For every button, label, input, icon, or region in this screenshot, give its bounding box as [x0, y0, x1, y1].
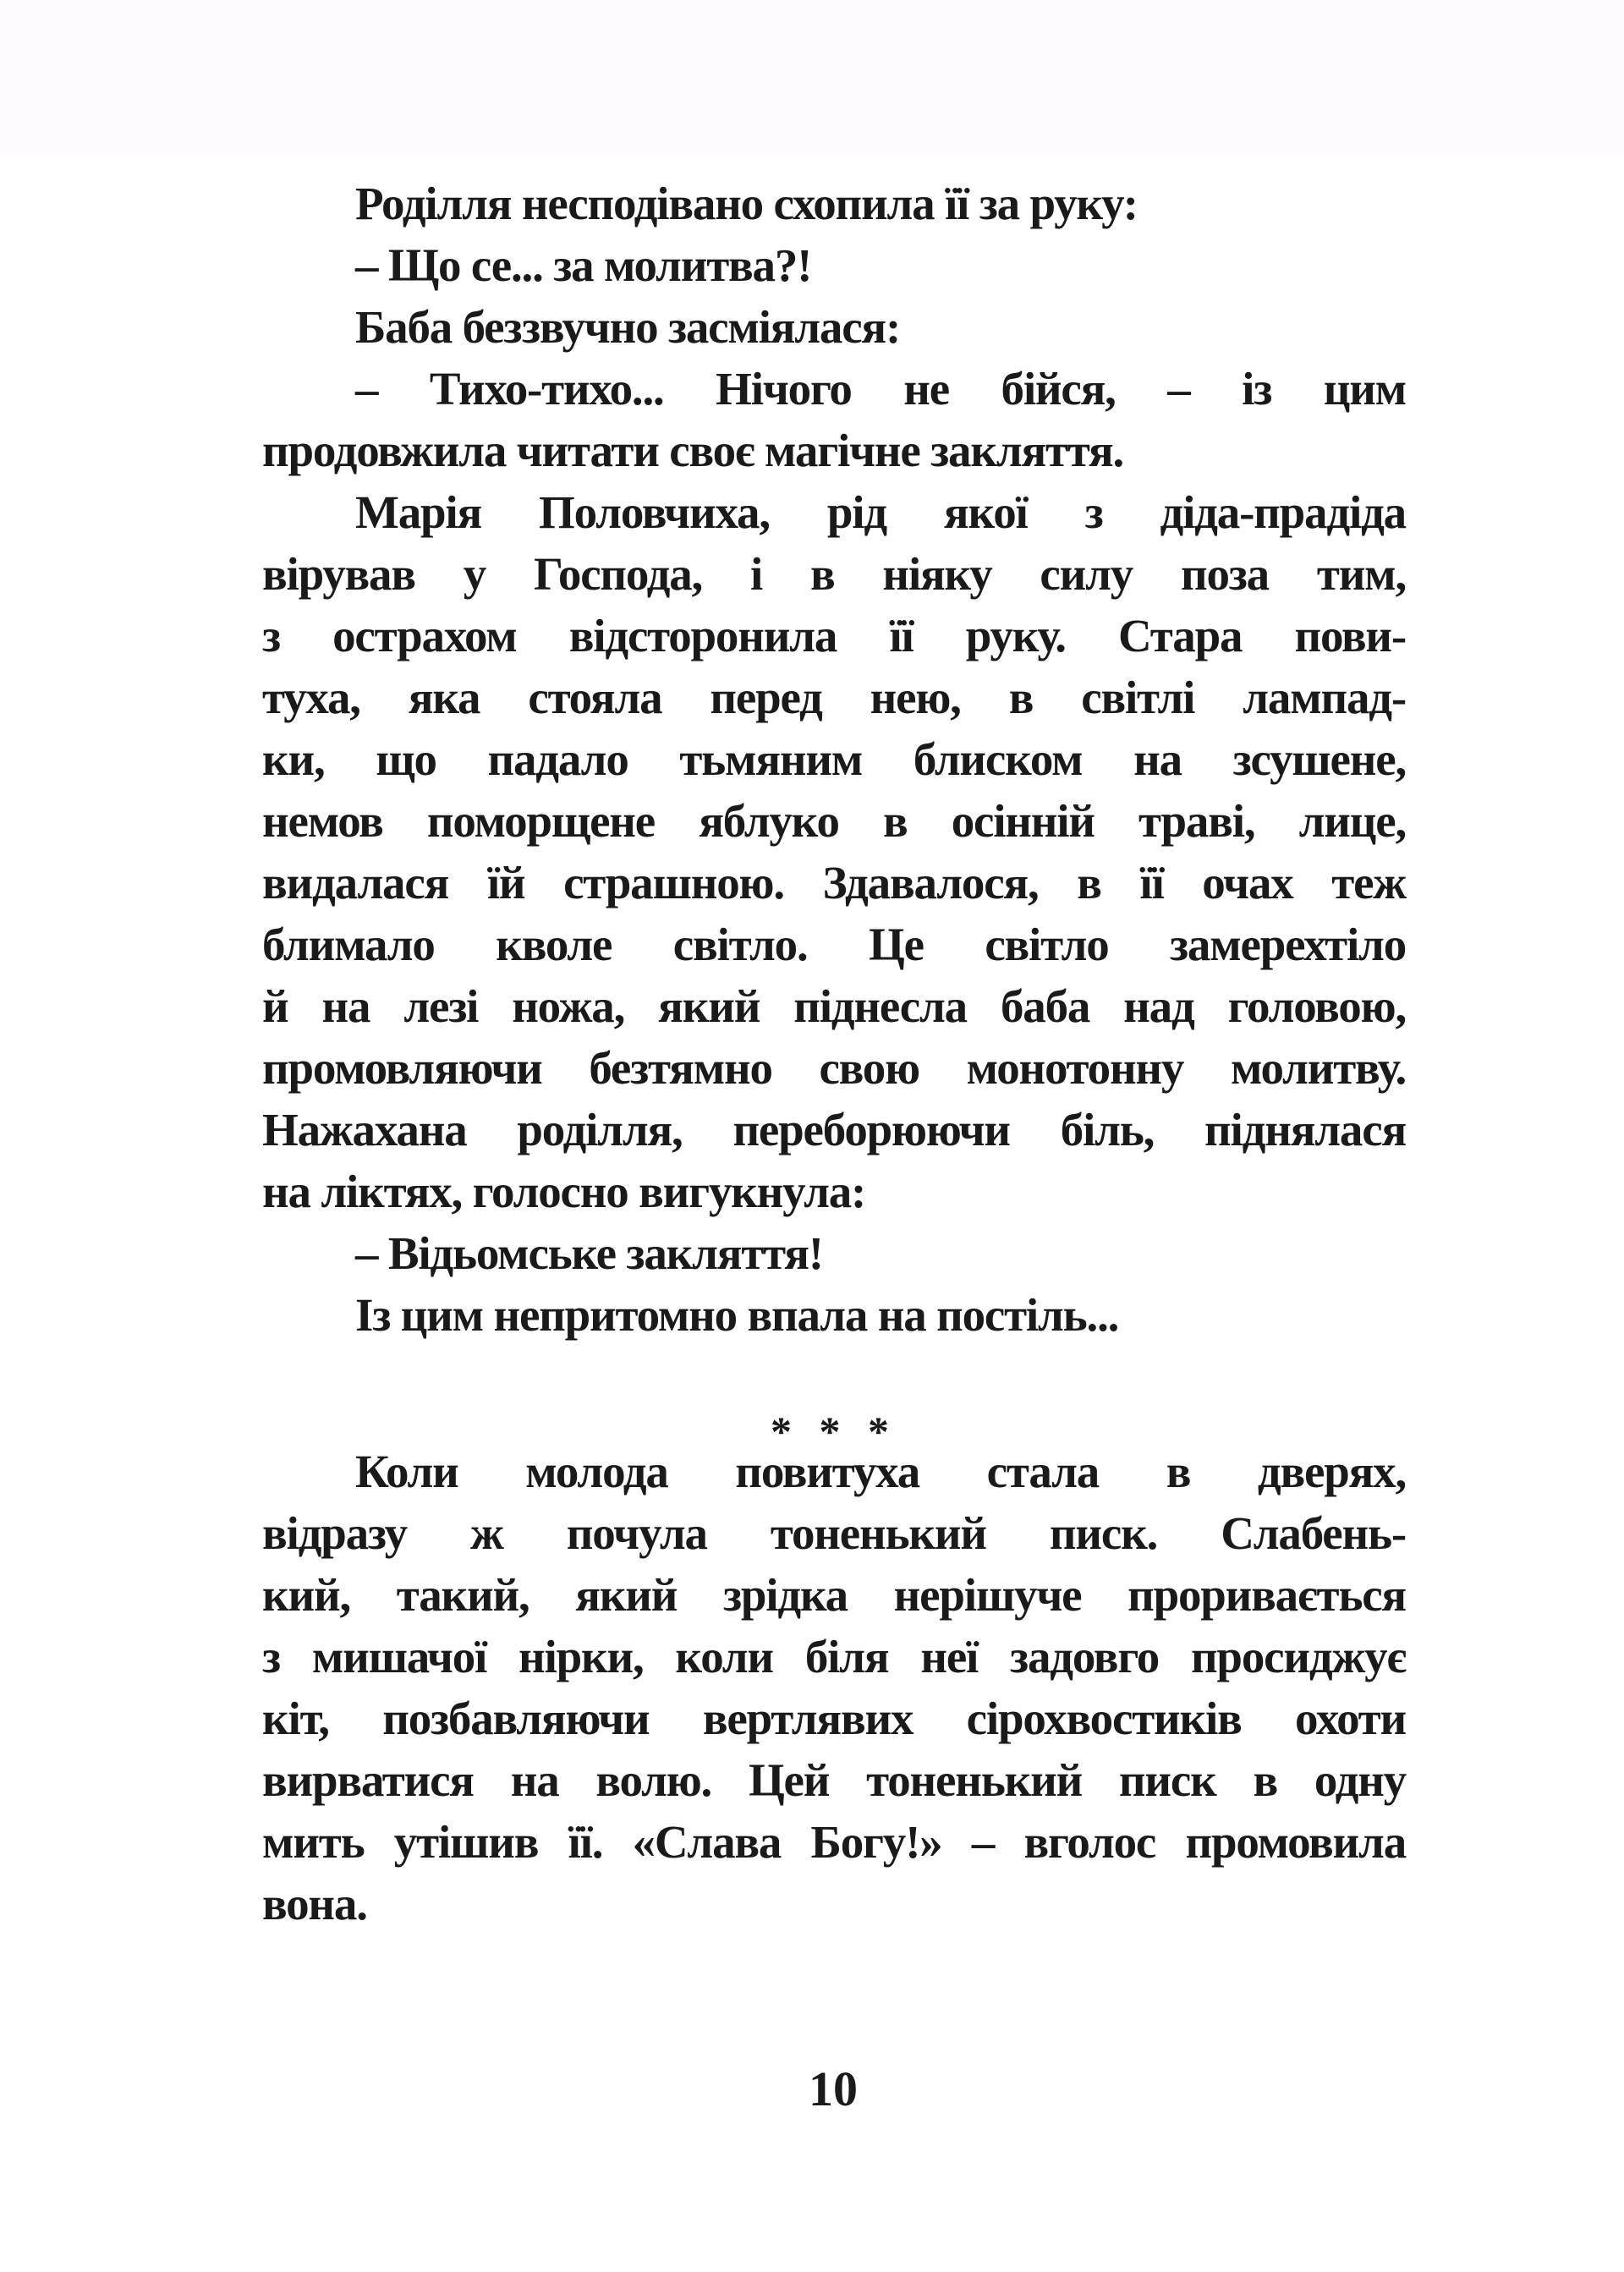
text-line: – Тихо-тихо... Нічого не бійся, – із цим: [355, 363, 1406, 414]
page-text: [262, 173, 1406, 1934]
text-line: видалася їй страшною. Здавалося, в її очах теж: [262, 857, 1406, 908]
text-line: відразу ж почула тоненький писк. Слабень-: [262, 1507, 1406, 1559]
text-line: – Відьомське закляття!: [355, 1227, 823, 1279]
text-line: вирватися на волю. Цей тоненький писк в одну: [262, 1754, 1406, 1806]
text-line: вірував у Господа, і в ніяку силу поза тим,: [262, 548, 1406, 600]
text-line: з мишачої нірки, коли біля неї задовго просиджує: [262, 1631, 1406, 1682]
text-line: й на лезі ножа, який піднесла баба над головою,: [262, 980, 1406, 1032]
text-line: Із цим непритомно впала на постіль...: [355, 1289, 1119, 1341]
text-line: Коли молода повитуха стала в дверях,: [355, 1446, 1406, 1497]
text-line: – Що се... за молитва?!: [355, 239, 812, 291]
text-line: продовжила читати своє магічне закляття.: [262, 425, 1124, 476]
top-band: [0, 0, 1624, 154]
text-line: немов поморщене яблуко в осінній траві, лице,: [262, 795, 1406, 847]
text-line: на ліктях, голосно вигукнула:: [262, 1166, 866, 1217]
text-line: з острахом відсторонила її руку. Стара пови-: [262, 610, 1406, 661]
text-line: блимало кволе світло. Це світло замерехтіло: [262, 919, 1406, 970]
section-separator: * * *: [771, 1408, 897, 1455]
text-line: Марія Половчиха, рід якої з діда-прадіда: [355, 486, 1406, 538]
text-line: Нажахана роділля, переборюючи біль, піднялася: [262, 1104, 1406, 1155]
page-number: 10: [809, 2061, 858, 2116]
text-line: Роділля несподівано схопила її за руку:: [355, 178, 1138, 229]
text-line: кіт, позбавляючи вертлявих сірохвостиків охоти: [262, 1693, 1406, 1744]
text-line: туха, яка стояла перед нею, в світлі лампад-: [262, 672, 1406, 723]
text-line: Баба беззвучно засміялася:: [355, 301, 901, 353]
text-line: промовляючи безтямно свою монотонну молитву.: [262, 1042, 1406, 1094]
text-line: мить утішив її. «Слава Богу!» – вголос промовила: [262, 1816, 1406, 1868]
text-line: кий, такий, який зрідка нерішуче проривається: [262, 1569, 1406, 1621]
text-line: ки, що падало тьмяним блиском на зсушене,: [262, 733, 1406, 785]
text-line: вона.: [262, 1878, 367, 1929]
